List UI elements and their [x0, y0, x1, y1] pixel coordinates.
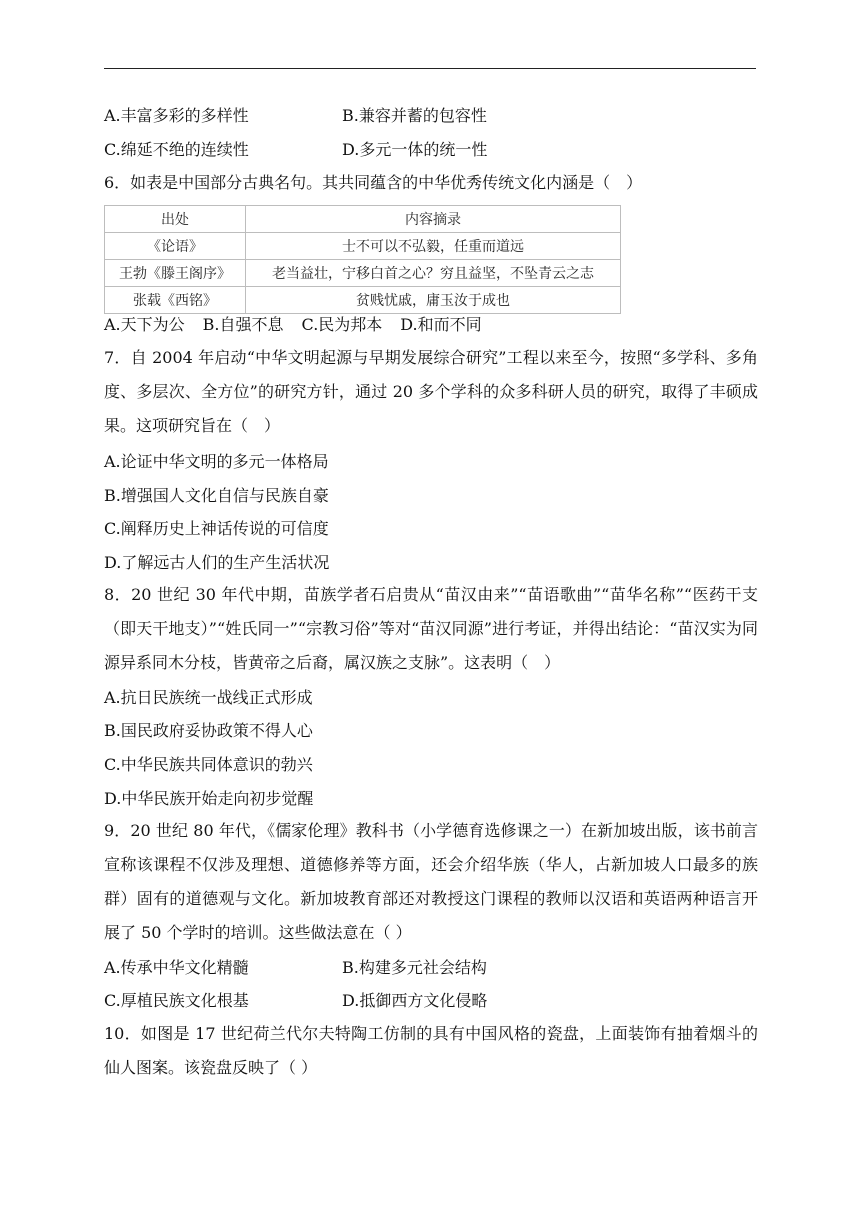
q10-stem: 10．如图是 17 世纪荷兰代尔夫特陶工仿制的具有中国风格的瓷盘，上面装饰有抽着烟斗的仙人图案。该瓷盘反映了（ ）	[104, 1024, 758, 1077]
q9-stem: 9．20 世纪 80 年代，《儒家伦理》教科书（小学德育选修课之一）在新加坡出版，该书前言宣称该课程不仅涉及理想、道德修养等方面，还会介绍华族（华人，占新加坡人口最多的族群）固有的道德观与文化。新加坡教育部还对教授这门课程的教师以汉语和英语两种语言开展了 50 个学时的培训。这些做法意在（ ）	[104, 821, 758, 942]
q9-option-b[interactable]: B.构建多元社会结构	[342, 958, 487, 977]
q5-option-b[interactable]: B.兼容并蓄的包容性	[342, 106, 487, 125]
q7-option-d[interactable]: D.了解远古人们的生产生活状况	[104, 553, 330, 572]
q8-option-b[interactable]: B.国民政府妥协政策不得人心	[104, 721, 313, 740]
table-cell-content: 贫贱忧戚，庸玉汝于成也	[246, 287, 621, 314]
table-cell-content: 士不可以不弘毅，任重而道远	[246, 233, 621, 260]
q6-option-b[interactable]: B.自强不息	[202, 315, 284, 334]
table-cell-content: 老当益壮，宁移白首之心？穷且益坚，不坠青云之志	[246, 260, 621, 287]
q6-option-d[interactable]: D.和而不同	[400, 315, 482, 334]
table-cell-source: 张载《西铭》	[105, 287, 246, 314]
q6-options	[104, 315, 500, 335]
q7-stem: 7．自 2004 年启动“中华文明起源与早期发展综合研究”工程以来至今，按照“多学科、多角度、多层次、全方位”的研究方针，通过 20 多个学科的众多科研人员的研究，取得了丰硕成果。这项研究旨在（ ）	[104, 348, 758, 435]
q7-option-a[interactable]: A.论证中华文明的多元一体格局	[104, 452, 329, 471]
q7-option-c[interactable]: C.阐释历史上神话传说的可信度	[104, 519, 329, 538]
table-row	[105, 233, 621, 260]
q9-option-d[interactable]: D.抵御西方文化侵略	[342, 991, 488, 1010]
q5-option-d[interactable]: D.多元一体的统一性	[342, 140, 488, 159]
q9-option-c[interactable]: C.厚植民族文化根基	[104, 991, 249, 1010]
q8-option-c[interactable]: C.中华民族共同体意识的勃兴	[104, 755, 313, 774]
table-row	[105, 260, 621, 287]
table-header-source: 出处	[105, 206, 246, 233]
header-rule	[104, 68, 756, 69]
q8-option-a[interactable]: A.抗日民族统一战线正式形成	[104, 688, 313, 707]
q8-option-d[interactable]: D.中华民族开始走向初步觉醒	[104, 789, 314, 808]
q8-stem: 8．20 世纪 30 年代中期，苗族学者石启贵从“苗汉由来”“苗语歌曲”“苗华名称”“医药干支（即天干地支）”“姓氏同一”“宗教习俗”等对“苗汉同源”进行考证，并得出结论：“苗汉实为同源异系同木分枝，皆黄帝之后裔，属汉族之支脉”。这表明（ ）	[104, 585, 758, 672]
table-row	[105, 287, 621, 314]
q5-option-a[interactable]: A.丰富多彩的多样性	[104, 106, 249, 125]
q5-option-c[interactable]: C.绵延不绝的连续性	[104, 140, 249, 159]
q6-stem: 6．如表是中国部分古典名句。其共同蕴含的中华优秀传统文化内涵是（ ）	[104, 173, 643, 192]
table-cell-source: 王勃《滕王阁序》	[105, 260, 246, 287]
table-cell-source: 《论语》	[105, 233, 246, 260]
table-header-row	[105, 206, 621, 233]
table-header-content: 内容摘录	[246, 206, 621, 233]
q9-option-a[interactable]: A.传承中华文化精髓	[104, 958, 249, 977]
q6-table	[104, 205, 621, 314]
q6-option-a[interactable]: A.天下为公	[104, 315, 185, 334]
q6-option-c[interactable]: C.民为邦本	[301, 315, 383, 334]
q7-option-b[interactable]: B.增强国人文化自信与民族自豪	[104, 486, 329, 505]
